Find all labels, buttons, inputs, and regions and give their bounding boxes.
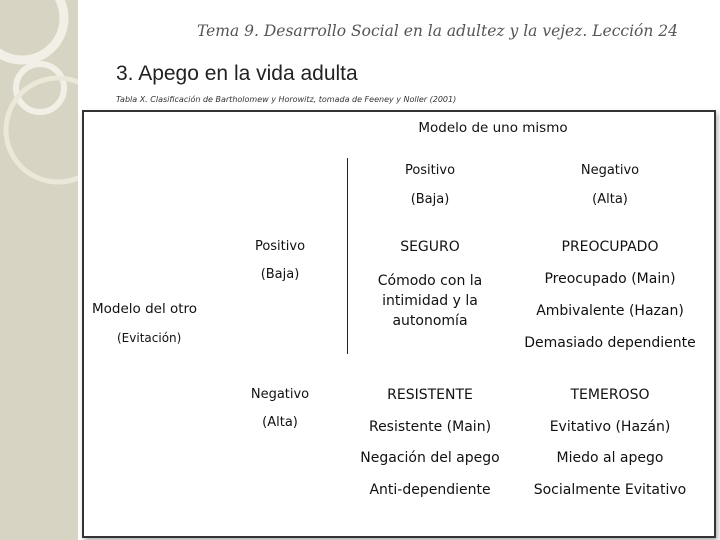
cell-temeroso-line-3: Socialmente Evitativo (533, 482, 687, 498)
col-header-positivo-sub: (Baja) (410, 192, 450, 207)
cell-seguro-line-1: Cómodo con la intimidad y la autonomía (377, 273, 483, 329)
column-axis-title: Modelo de uno mismo (418, 120, 568, 136)
col-header-positivo: Positivo (404, 163, 456, 178)
table-caption: Tabla X. Clasificación de Bartholomew y Horowitz, tomada de Feeney y Noller (2001) (116, 95, 457, 104)
row-label-positivo-sub: (Baja) (260, 267, 300, 282)
cell-temeroso-title: TEMEROSO (570, 387, 650, 403)
row-axis-title: Modelo del otro (92, 301, 198, 317)
decorative-sidebar (0, 0, 78, 540)
col-header-negativo: Negativo (580, 163, 640, 178)
cell-resistente-line-2: Negación del apego (360, 450, 500, 466)
cell-preocupado-line-2: Ambivalente (Hazan) (536, 303, 684, 319)
row-label-negativo: Negativo (250, 387, 310, 402)
row-label-negativo-sub: (Alta) (262, 415, 298, 430)
lecture-title: Tema 9. Desarrollo Social en la adultez y la vejez. Lección 24 (196, 22, 678, 40)
cell-preocupado-line-3: Demasiado dependiente (524, 335, 696, 351)
cell-resistente-title: RESISTENTE (387, 387, 473, 403)
col-header-negativo-sub: (Alta) (592, 192, 628, 207)
axis-divider-line (347, 158, 348, 354)
cell-temeroso-line-2: Miedo al apego (556, 450, 664, 466)
cell-preocupado-line-1: Preocupado (Main) (544, 271, 676, 287)
decorative-circles-graphic (0, 0, 78, 540)
row-axis-sub: (Evitación) (117, 331, 182, 345)
cell-temeroso-line-1: Evitativo (Hazán) (549, 419, 671, 435)
cell-resistente-line-1: Resistente (Main) (368, 419, 492, 435)
cell-preocupado-title: PREOCUPADO (561, 239, 659, 255)
row-label-positivo: Positivo (254, 239, 306, 254)
cell-resistente-line-3: Anti-dependiente (369, 482, 491, 498)
section-title: 3. Apego en la vida adulta (116, 62, 358, 85)
cell-seguro-title: SEGURO (400, 239, 460, 255)
